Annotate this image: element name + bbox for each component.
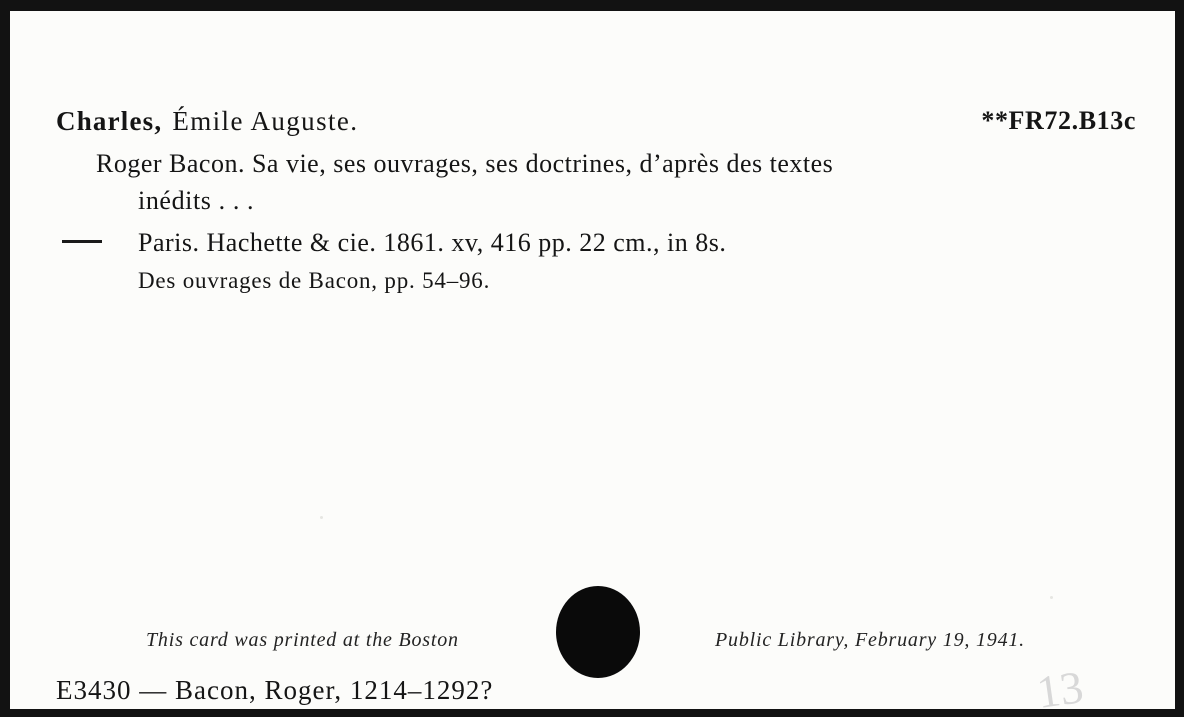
imprint-line: Paris. Hachette & cie. 1861. xv, 416 pp. 22 cm., in 8s. bbox=[138, 227, 727, 257]
card-edge-bottom bbox=[0, 709, 1184, 717]
print-credit-right: Public Library, February 19, 1941. bbox=[715, 629, 1025, 651]
tracing-line: E3430 — Bacon, Roger, 1214–1292? bbox=[56, 675, 494, 705]
call-number: **FR72.B13c bbox=[981, 106, 1136, 135]
imprint-line-wrapper bbox=[56, 228, 1136, 264]
author-surname: Charles, bbox=[56, 106, 163, 136]
author-forenames: Émile Auguste. bbox=[172, 106, 359, 136]
title-line-2: inédits . . . bbox=[138, 185, 255, 215]
card-paper bbox=[10, 11, 1175, 718]
card-edge-top bbox=[0, 0, 1184, 11]
paper-speckle bbox=[1050, 596, 1053, 599]
pencil-annotation: 13 bbox=[1033, 661, 1087, 718]
author-line bbox=[56, 106, 1136, 140]
card-edge-left bbox=[0, 0, 10, 717]
card-edge-right bbox=[1175, 0, 1184, 717]
ink-blot bbox=[556, 586, 640, 678]
print-credit-left: This card was printed at the Boston bbox=[146, 629, 459, 651]
bibliographic-entry bbox=[56, 106, 1136, 294]
contents-note: Des ouvrages de Bacon, pp. 54–96. bbox=[138, 267, 491, 293]
em-dash-mark bbox=[62, 240, 102, 243]
title-line-1: Roger Bacon. Sa vie, ses ouvrages, ses doctrines, d’après des textes bbox=[96, 149, 834, 178]
paper-speckle bbox=[320, 516, 323, 519]
